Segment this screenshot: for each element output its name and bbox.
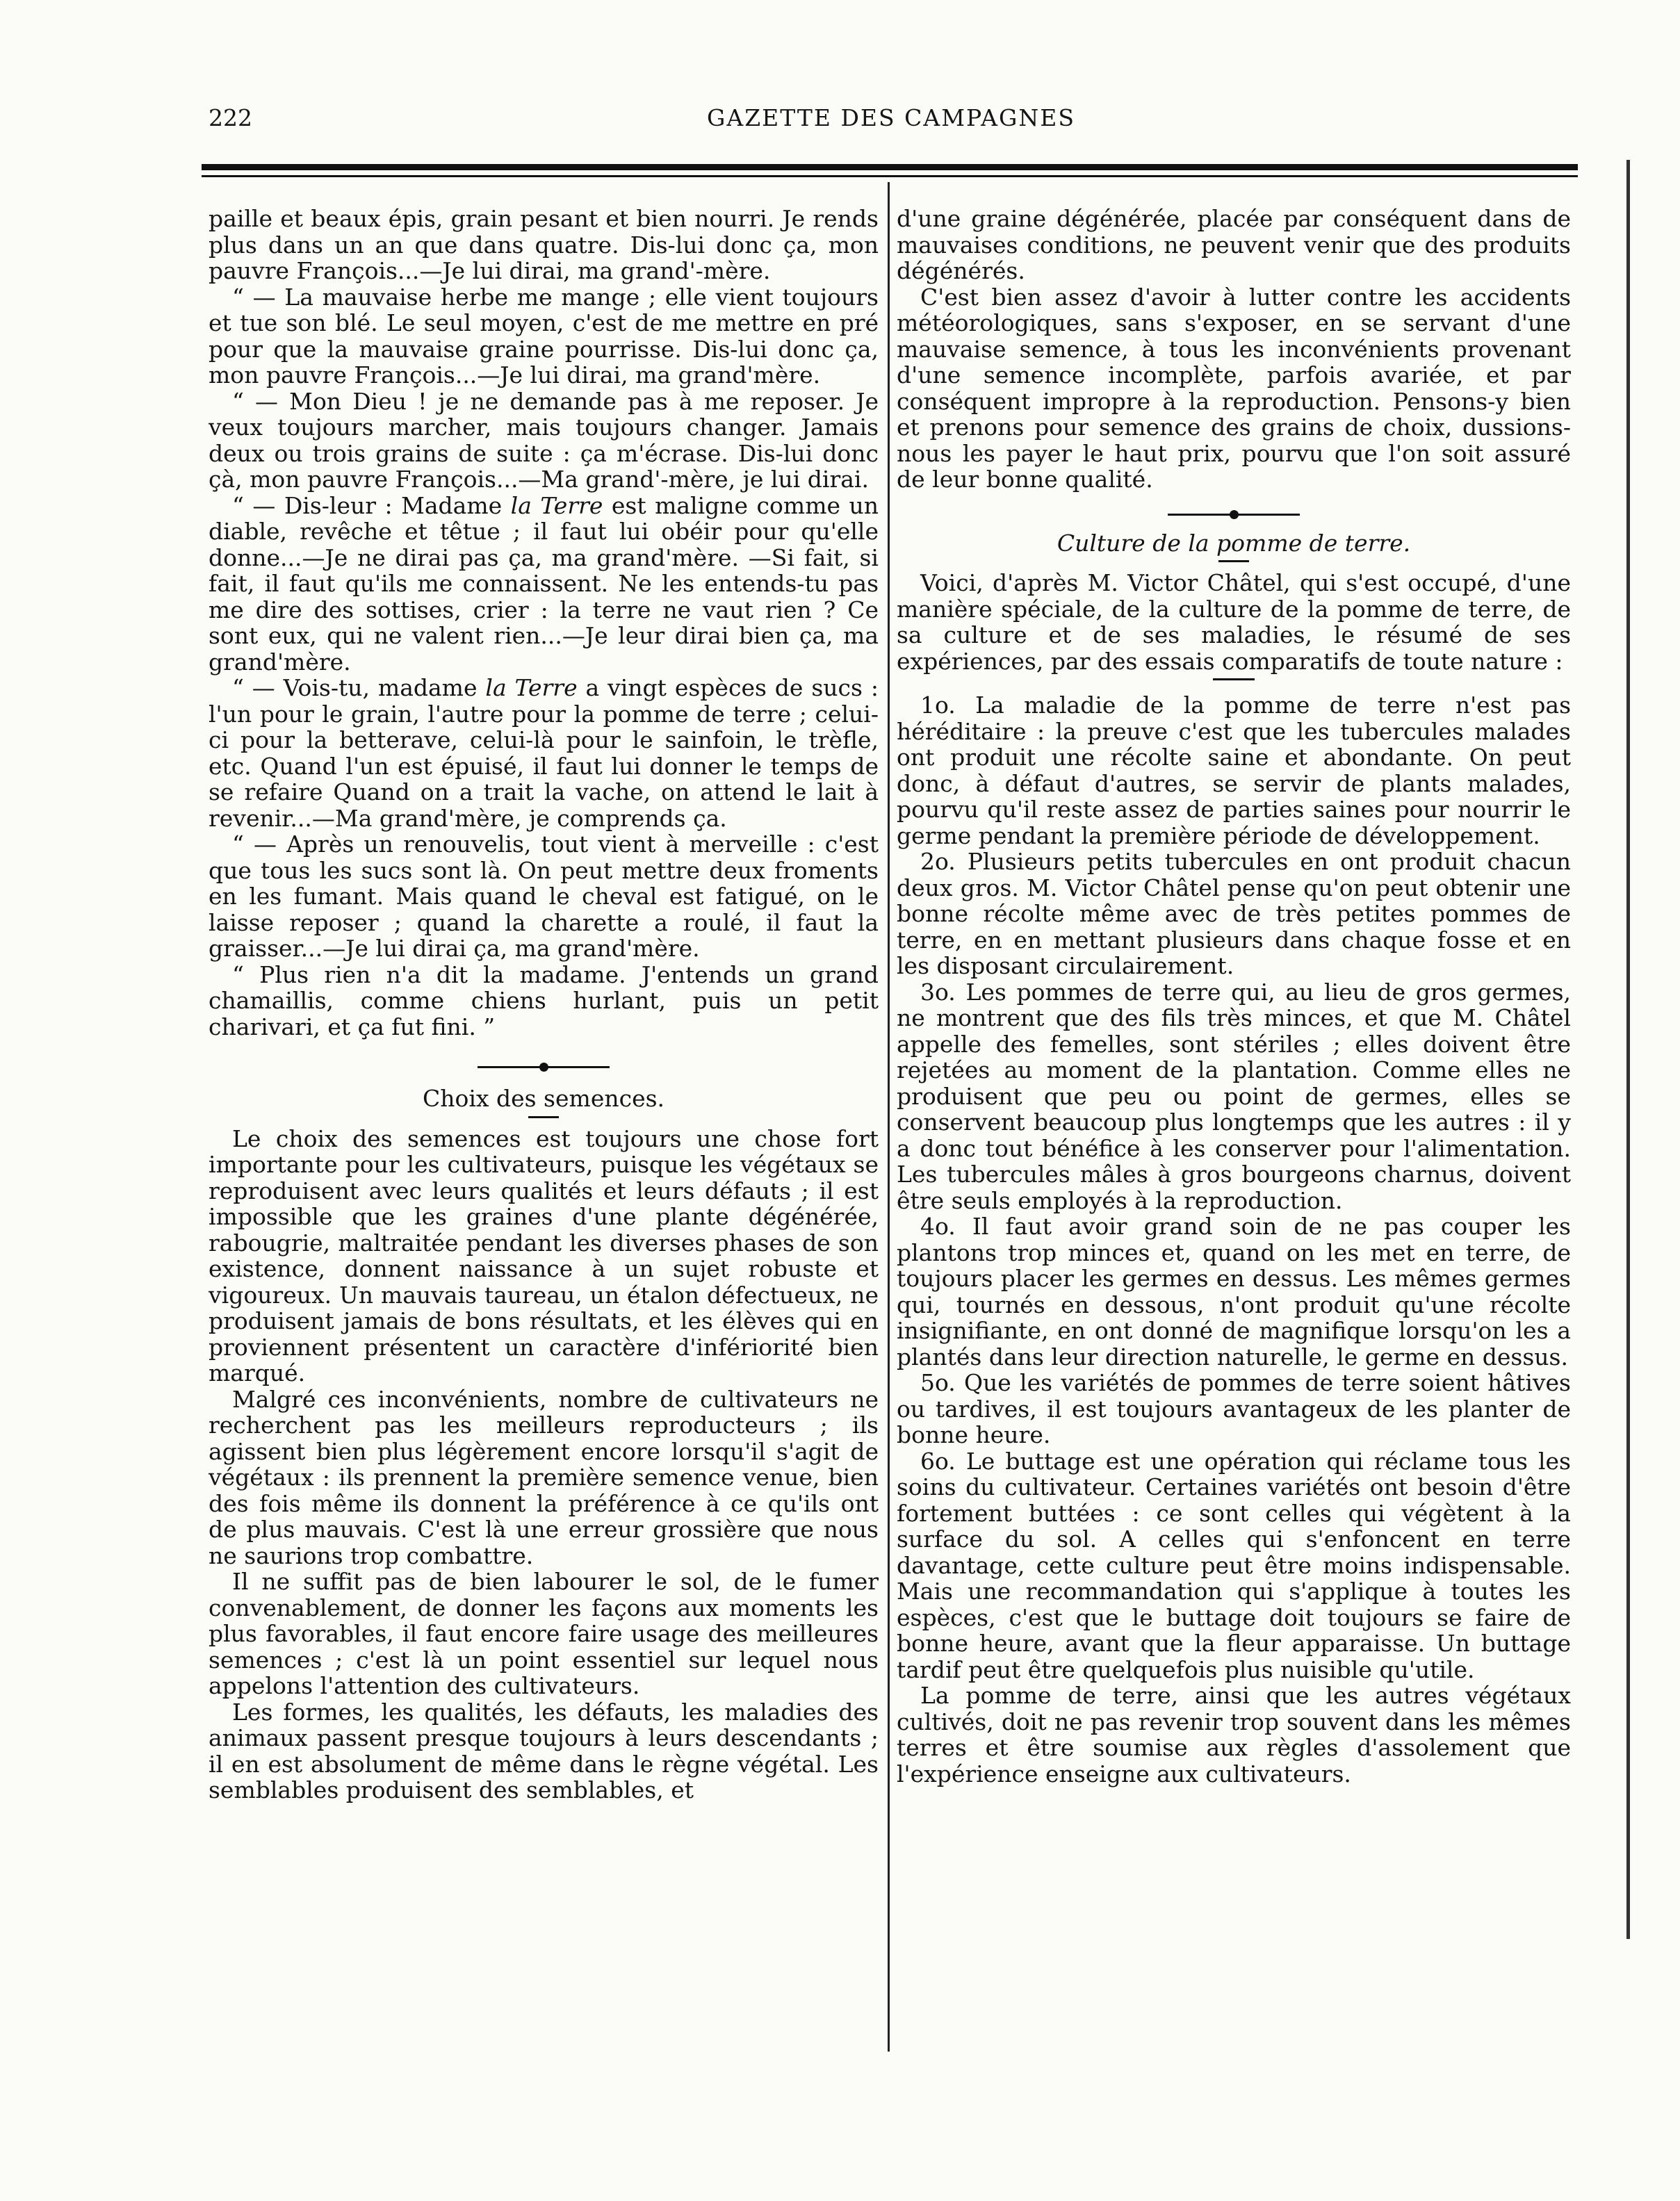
italic-text: la Terre xyxy=(485,674,578,701)
right-column xyxy=(897,206,1571,1787)
paragraph: “ — La mauvaise herbe me mange ; elle vient toujours et tue son blé. Le seul moyen, c'est de me mettre en pré pour que la mauvaise graine pourrisse. Dis-lui donc ça, mon pauvre François...—Je lui dirai, ma grand'mère. xyxy=(209,283,879,388)
paragraph: C'est bien assez d'avoir à lutter contre les accidents météorologiques, sans s'exposer, en se servant d'une mauvaise semence, à tous les inconvénients provenant d'une semence incomplète, parfois avariée, et par conséquent impropre à la reproduction. Pensons-y bien et prenons pour semence des grains de choix, dussions-nous les payer le haut prix, pourvu que l'on soit assuré de leur bonne qualité. xyxy=(897,283,1571,493)
dash-bar xyxy=(1213,678,1255,680)
divider-dot xyxy=(539,1063,548,1072)
header-rule-thin xyxy=(202,175,1578,177)
text-run: a vingt espèces de sucs : l'un pour le grain, l'autre pour la pomme de terre ; celui-ci pour la betterave, celui-là pour le sainfoin, le trèfle, etc. Quand l'un est épuisé, il faut lui donner le temps de se refaire Quand on a trait la vache, on attend le lait à revenir...—Ma grand'mère, je comprends ça. xyxy=(209,674,879,832)
text-run: “ — Vois-tu, madame xyxy=(232,674,486,701)
paragraph: “ — Mon Dieu ! je ne demande pas à me reposer. Je veux toujours marcher, mais toujours changer. Jamais deux ou trois grains de suite : ça m'écrase. Dis-lui donc çà, mon pauvre François...—Ma grand'-mère, je lui dirai. xyxy=(209,387,879,493)
paragraph: Il ne suffit pas de bien labourer le sol, de le fumer convenablement, de donner les façons aux moments les plus favorables, il faut encore faire usage des meilleures semences ; c'est là un point essentiel sur lequel nous appelons l'attention des cultivateurs. xyxy=(209,1568,879,1699)
paragraph: Les formes, les qualités, les défauts, les maladies des animaux passent presque toujours à leurs descendants ; il en est absolument de même dans le règne végétal. Les semblables produisent des semblables, et xyxy=(209,1698,879,1803)
heading-dash xyxy=(209,1112,879,1126)
paragraph: Le choix des semences est toujours une chose fort importante pour les cultivateurs, puisque les végétaux se reproduisent avec leurs qualités et leurs défauts ; il est impossible que les graines d'une plante dégénérée, rabougrie, maltraitée pendant les diverses phases de son existence, donnent naissance à un sujet robuste et vigoureux. Un mauvais taureau, un étalon défectueux, ne produisent jamais de bons résultats, et les élèves qui en proviennent présentent un caractère d'infériorité bien marqué. xyxy=(209,1124,879,1386)
paragraph: 4o. Il faut avoir grand soin de ne pas couper les plantons trop minces et, quand on les met en terre, de toujours placer les germes en dessus. Les mêmes germes qui, tournés en dessous, n'ont produit qu'une récolte insignifiante, en ont donné de magnifique lorsqu'on les a plantés dans leur direction naturelle, le germe en dessus. xyxy=(897,1213,1571,1370)
paragraph: “ — Après un renouvelis, tout vient à merveille : c'est que tous les sucs sont là. On peut mettre deux froments en les fumant. Mais quand le cheval est fatigué, on le laisse reposer ; quand la charette a roulé, il faut la graisser...—Je lui dirai ça, ma grand'mère. xyxy=(209,831,879,962)
page-number: 222 xyxy=(209,104,252,131)
paragraph: 1o. La maladie de la pomme de terre n'est pas héréditaire : la preuve c'est que les tubercules malades ont produit une récolte saine et abondante. On peut donc, à défaut d'autres, se servir de plants malades, pourvu qu'il reste assez de parties saines pour nourrir le germe pendant la première période de développement. xyxy=(897,692,1571,849)
paragraph xyxy=(209,675,879,831)
section-heading: Choix des semences. xyxy=(422,1085,665,1112)
paragraph: paille et beaux épis, grain pesant et bien nourri. Je rends plus dans un an que dans quatre. Dis-lui donc ça, mon pauvre François...—Je lui dirai, ma grand'-mère. xyxy=(209,205,879,284)
dash-bar xyxy=(1218,560,1249,562)
paragraph: d'une graine dégénérée, placée par conséquent dans de mauvaises conditions, ne peuvent venir que des produits dégénérés. xyxy=(897,205,1571,284)
text-run: “ — Dis-leur : Madame xyxy=(232,491,511,519)
italic-text: la Terre xyxy=(510,491,603,519)
paragraph xyxy=(209,493,879,676)
page-header xyxy=(203,104,1579,146)
column-divider xyxy=(888,182,890,2052)
publication-title: GAZETTE DES CAMPAGNES xyxy=(707,104,1075,131)
paragraph: 3o. Les pommes de terre qui, au lieu de gros germes, ne montrent que des fils très minces, et que M. Châtel appelle des femelles, sont stériles ; elles doivent être rejetées au moment de la plantation. Comme elles ne produisent que peu ou point de germes, elles se conservent beaucoup plus longtemps que les autres : il y a donc tout bénéfice à les conserver pour l'alimentation. Les tubercules mâles à gros bourgeons charnus, doivent être seuls employés à la reproduction. xyxy=(897,978,1571,1214)
section-divider xyxy=(897,502,1571,527)
divider-dot xyxy=(1230,510,1239,519)
header-rule-thick xyxy=(202,164,1578,170)
left-column xyxy=(209,206,879,1803)
paragraph: 5o. Que les variétés de pommes de terre soient hâtives ou tardives, il est toujours avantageux de les planter de bonne heure. xyxy=(897,1369,1571,1448)
dash-bar xyxy=(528,1116,559,1118)
paragraph: 2o. Plusieurs petits tubercules en ont produit chacun deux gros. M. Victor Châtel pense qu'on peut obtenir une bonne récolte même avec de très petites pommes de terre, en en mettant plusieurs dans chaque fosse et en les disposant circulairement. xyxy=(897,848,1571,979)
heading-dash xyxy=(897,556,1571,570)
section-heading: Culture de la pomme de terre. xyxy=(1057,529,1411,557)
intro-dash xyxy=(897,674,1571,692)
paragraph: Malgré ces inconvénients, nombre de cultivateurs ne recherchent pas les meilleurs reproducteurs ; ils agissent bien plus légèrement encore lorsqu'il s'agit de végétaux : ils prennent la première semence venue, bien des fois même ils donnent la préférence à ce qu'ils ont de plus mauvais. C'est là une erreur grossière que nous ne saurions trop combattre. xyxy=(209,1385,879,1569)
binding-edge-mark xyxy=(1626,160,1630,1939)
paragraph: “ Plus rien n'a dit la madame. J'entends un grand chamaillis, comme chiens hurlant, puis un petit charivari, et ça fut fini. ” xyxy=(209,960,879,1040)
paragraph: 6o. Le buttage est une opération qui réclame tous les soins du cultivateur. Certaines variétés ont besoin d'être fortement buttées : ce sont celles qui végètent à la surface du sol. A celles qui s'enfoncent en terre davantage, cette culture peut être moins indispensable. Mais une recommandation qui s'applique à toutes les espèces, c'est que le buttage doit toujours se faire de bonne heure, avant que la fleur apparaisse. Un buttage tardif peut être quelquefois plus nuisible qu'utile. xyxy=(897,1447,1571,1683)
text-run: est maligne comme un diable, revêche et têtue ; il faut lui obéir pour qu'elle donne...—Je ne dirai pas ça, ma grand'mère. —Si fait, si fait, il faut qu'ils me connaissent. Ne les entends-tu pas me dire des sottises, crier : la terre ne vaut rien ? Ce sont eux, qui ne valent rien...—Je leur dirai bien ça, ma grand'mère. xyxy=(209,491,879,676)
paragraph: La pomme de terre, ainsi que les autres végétaux cultivés, doit ne pas revenir trop souvent dans les mêmes terres et être soumise aux règles d'assolement que l'expérience enseigne aux cultivateurs. xyxy=(897,1682,1571,1787)
section-divider xyxy=(209,1055,879,1080)
paragraph: Voici, d'après M. Victor Châtel, qui s'est occupé, d'une manière spéciale, de la culture de la pomme de terre, de sa culture et de ses maladies, le résumé de ses expériences, par des essais comparatifs de toute nature : xyxy=(897,569,1571,675)
